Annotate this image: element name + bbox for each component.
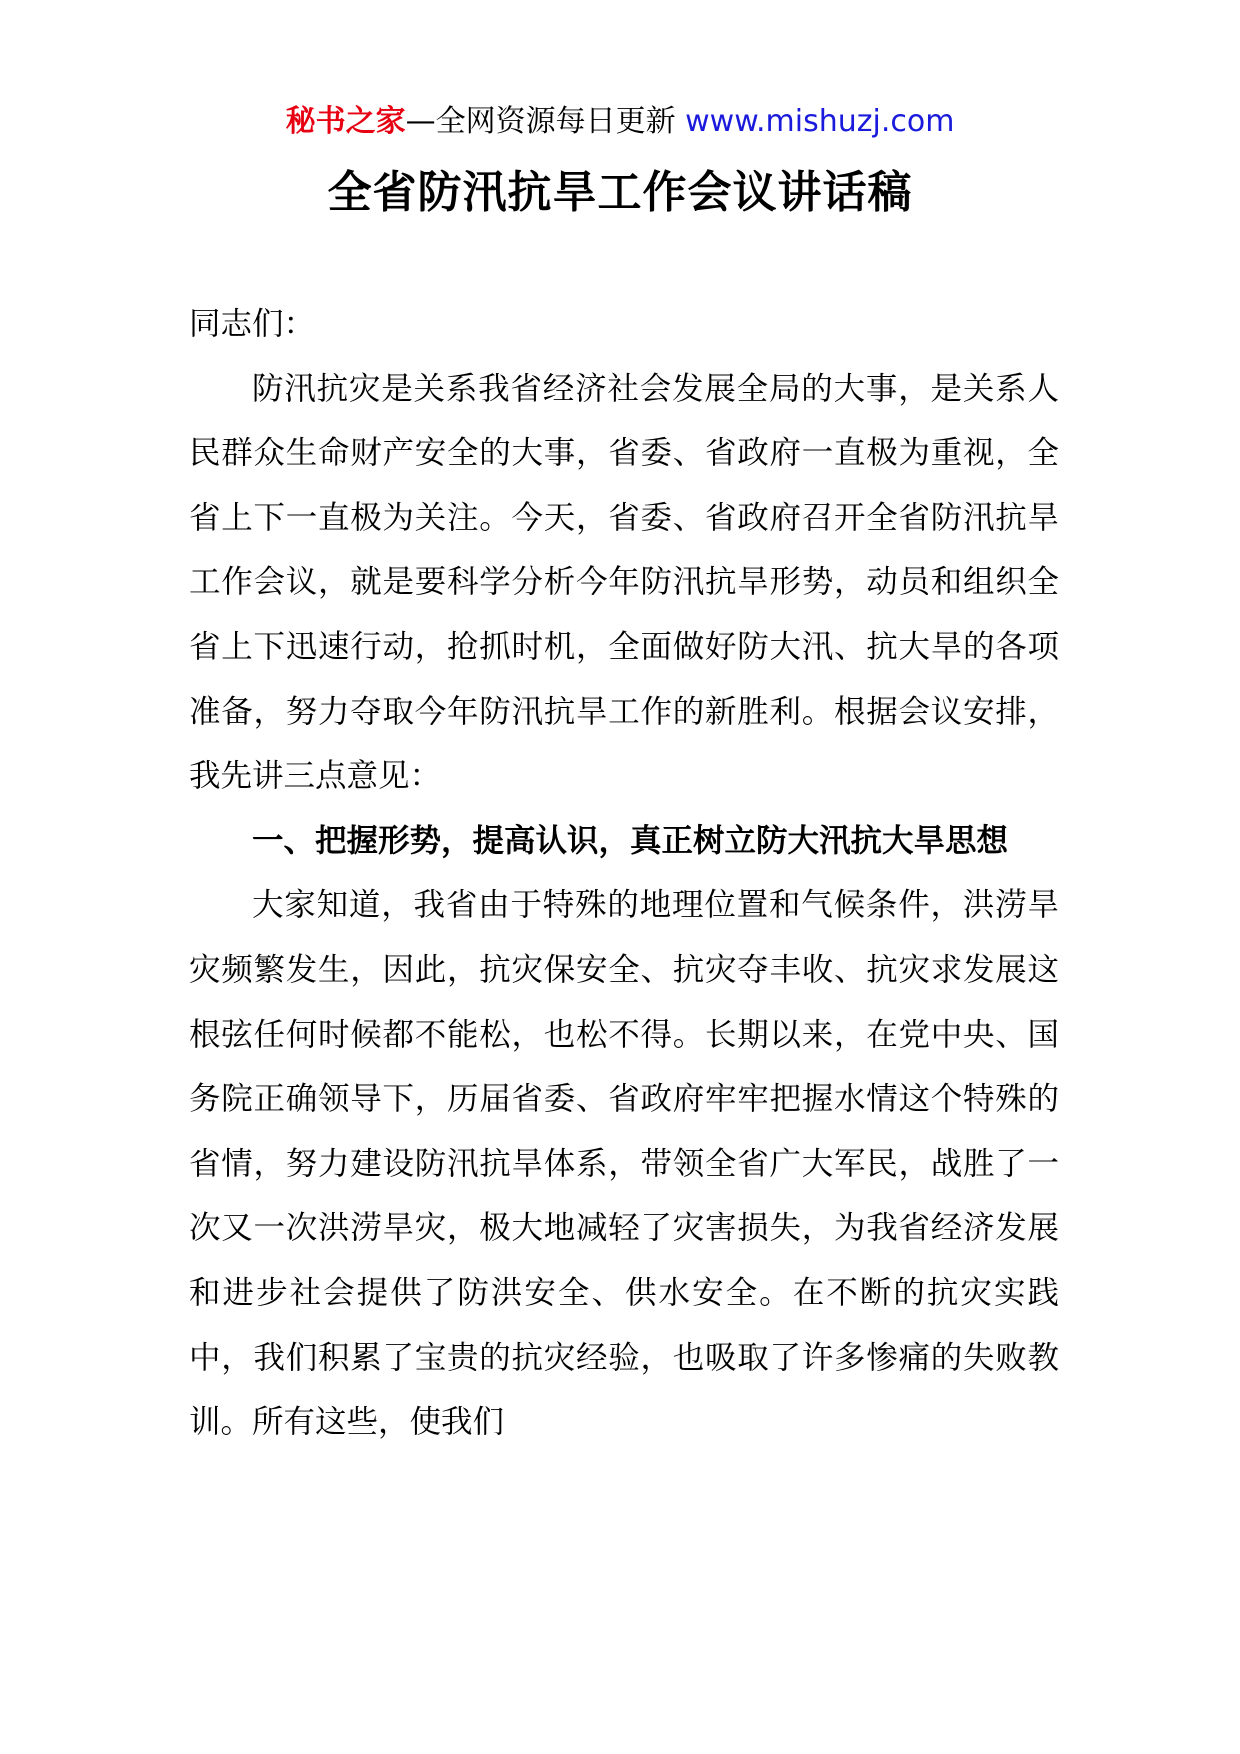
site-url-link[interactable]: www.mishuzj.com <box>685 104 955 139</box>
header-tagline: —全网资源每日更新 <box>405 104 686 139</box>
paragraph-intro: 防汛抗灾是关系我省经济社会发展全局的大事，是关系人民群众生命财产安全的大事，省委、省政府一直极为重视，全省上下一直极为关注。今天，省委、省政府召开全省防汛抗旱工作会议，就是要科学分析今年防汛抗旱形势，动员和组织全省上下迅速行动，抢抓时机，全面做好防大汛、抗大旱的各项准备，努力夺取今年防汛抗旱工作的新胜利。根据会议安排，我先讲三点意见： <box>189 370 1059 795</box>
document-title: 全省防汛抗旱工作会议讲话稿 <box>327 167 913 218</box>
site-header <box>0 100 1240 144</box>
paragraph-section-1: 大家知道，我省由于特殊的地理位置和气候条件，洪涝旱灾频繁发生，因此，抗灾保安全、抗灾夺丰收、抗灾求发展这根弦任何时候都不能松，也松不得。长期以来，在党中央、国务院正确领导下，历届省委、省政府牢牢把握水情这个特殊的省情，努力建设防汛抗旱体系，带领全省广大军民，战胜了一次又一次洪涝旱灾，极大地减轻了灾害损失，为我省经济发展和进步社会提供了防洪安全、供水安全。在不断的抗灾实践中，我们积累了宝贵的抗灾经验，也吸取了许多惨痛的失败教训。所有这些，使我们 <box>189 887 1059 1441</box>
salutation: 同志们： <box>189 306 316 342</box>
brand-name: 秘书之家 <box>285 104 406 139</box>
section-heading-1: 一、把握形势，提高认识，真正树立防大汛抗大旱思想 <box>252 822 1009 859</box>
document-body <box>189 292 1059 1455</box>
